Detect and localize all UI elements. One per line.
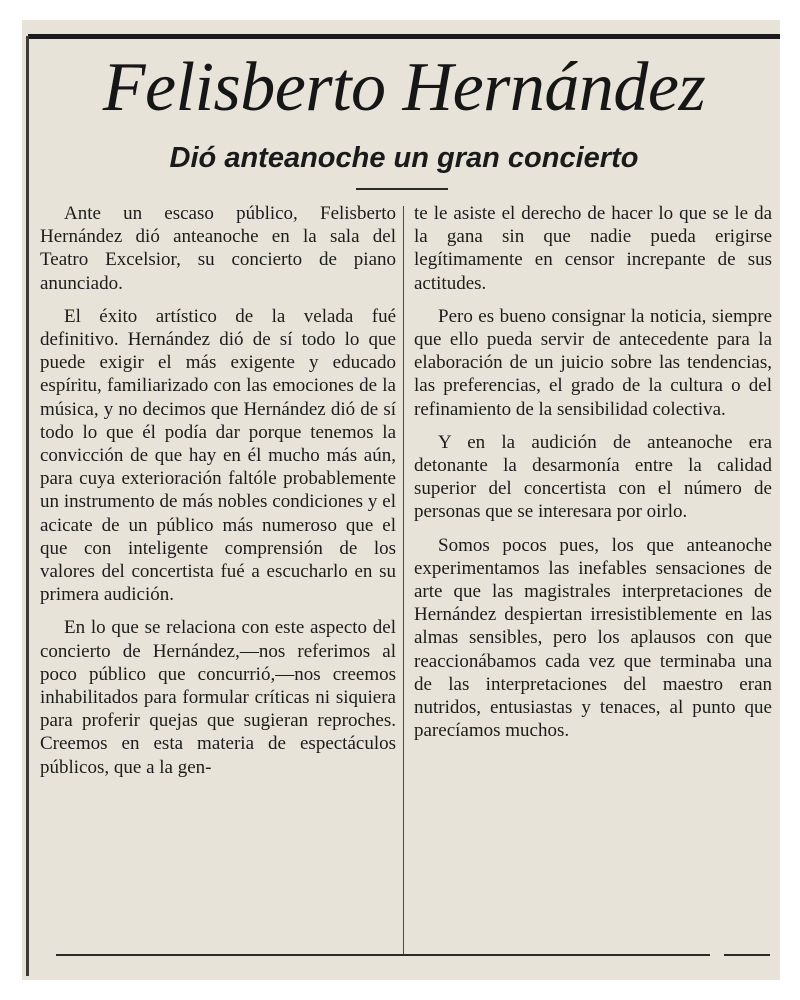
paragraph: En lo que se relaciona con este aspecto del concierto de Hernández,—nos referimos al poco público que concurrió,—nos creemos inhabilitados para formular críticas ni siquiera para proferir quejas que sugieran reproches. Creemos en esta materia de espectáculos públicos, que a la gen- [40, 617, 396, 778]
paragraph: Somos pocos pues, los que anteanoche experimentamos las inefables sensaciones de arte que las magistrales interpretaciones de Hernández despiertan irresistiblemente en las almas sensibles, pero los aplausos con que reaccionábamos cada vez que terminaba una de las interpretaciones del maestro eran nutridos, entusiastas y tenaces, al punto que parecíamos muchos. [414, 534, 772, 742]
top-border-rule [28, 34, 780, 39]
paragraph: El éxito artístico de la velada fué definitivo. Hernández dió de sí todo lo que puede exigir el más exigente y educado espíritu, familiarizado con las emociones de la música, y no decimos que Hernández dió de sí todo lo que él podía dar porque tenemos la convicción de que hay en él mucho más aún, para cuya exterioración faltóle probablemente un instrumento de más nobles condiciones y el acicate de un público más numeroso que el que con inteligente comprensión de los valores del concertista fué a escucharlo en su primera audición. [40, 305, 396, 606]
paragraph: te le asiste el derecho de hacer lo que se le da la gana sin que nadie pueda erigirse legítimamente en censor increpante de sus actitudes. [414, 203, 772, 294]
paragraph: Y en la audición de anteanoche era detonante la desarmonía entre la calidad superior del concertista con el número de personas que se interesara por oirlo. [414, 431, 772, 523]
bottom-rule [56, 954, 710, 956]
article-column-right [414, 202, 772, 752]
article-column-left [40, 202, 396, 789]
bottom-rule-end [724, 954, 770, 956]
paragraph: Ante un escaso público, Felisberto Hernández dió anteanoche en la sala del Teatro Excelsior, su concierto de piano anunciado. [40, 203, 396, 294]
article-headline: Felisberto Hernández [102, 49, 706, 126]
paragraph: Pero es bueno consignar la noticia, siempre que ello pueda servir de antecedente para la elaboración de un juicio sobre las tendencias, las preferencias, el grado de la cultura o del refinamiento de la sensibilidad colectiva. [414, 305, 772, 420]
headline-separator-dash [356, 188, 448, 190]
left-border-rule [26, 36, 29, 976]
article-subheadline: Dió anteanoche un gran concierto [169, 142, 639, 174]
column-divider [403, 206, 404, 956]
